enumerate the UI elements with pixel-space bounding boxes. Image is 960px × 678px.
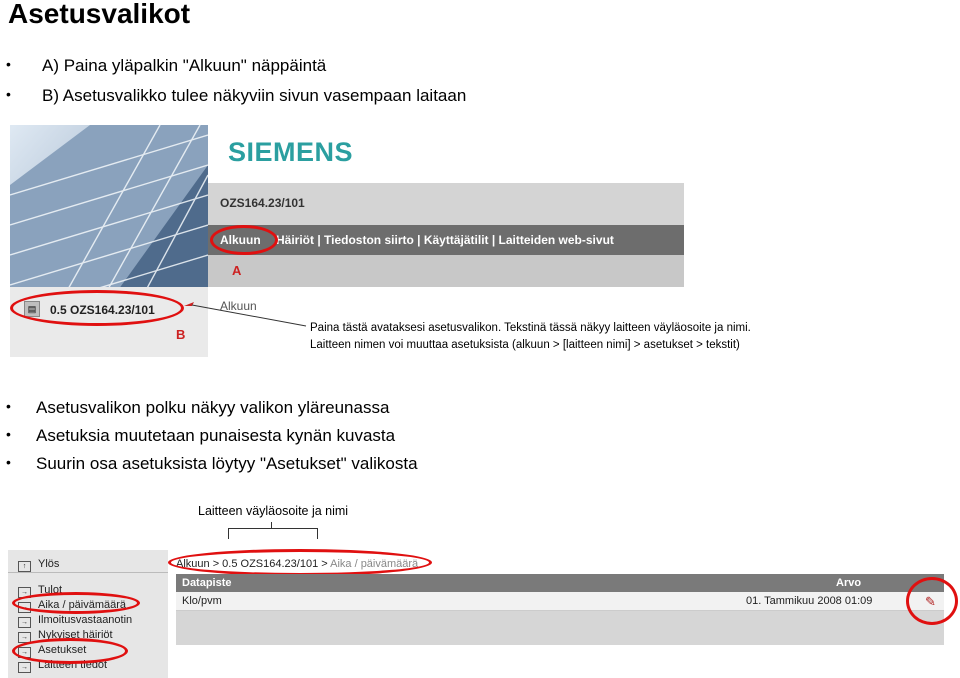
menu-arrow-icon: → (18, 647, 31, 658)
arrow-pointer (180, 300, 310, 330)
row-value: 01. Tammikuu 2008 01:09 (746, 595, 873, 607)
menu-item-inputs[interactable]: → Tulot (18, 584, 62, 598)
menu-item-settings[interactable]: → Asetukset (18, 644, 86, 658)
folder-up-icon: ↑ (18, 561, 31, 572)
bullet-text: Asetusvalikon polku näkyy valikon yläreunassa (36, 398, 390, 417)
nav-home-button[interactable]: Alkuun (220, 233, 261, 247)
path-text: Alkuun > 0.5 OZS164.23/101 > (176, 558, 331, 570)
bullet-text: B) Asetusvalikko tulee näkyviin sivun vasempaan laitaan (42, 86, 467, 105)
path-current: Aika / päivämäärä (330, 558, 419, 570)
siemens-logo: SIEMENS (228, 137, 354, 167)
content-band (208, 255, 684, 287)
table-footer (176, 611, 944, 645)
bullet-text: Asetuksia muutetaan punaisesta kynän kuvasta (36, 426, 396, 445)
menu-item-notification[interactable]: → Ilmoitusvastaanotin (18, 614, 132, 628)
note-text (310, 320, 751, 354)
highlight-ellipse-b (10, 290, 184, 326)
home-crumb: Alkuun (220, 299, 257, 313)
col-datapoint: Datapiste (182, 577, 232, 589)
label-b: B (176, 327, 186, 342)
menu-arrow-icon: → (18, 602, 31, 613)
menu-arrow-icon: → (18, 662, 31, 673)
bracket (228, 528, 318, 539)
bullet-dot: • (6, 454, 11, 470)
device-label: Laitteen väyläosoite ja nimi (198, 504, 349, 518)
note-line: Paina tästä avataksesi asetusvalikon. Tekstinä tässä näkyy laitteen väyläosoite ja nimi. (310, 322, 751, 334)
device-address: OZS164.23/101 (220, 196, 305, 210)
menu-divider (8, 572, 168, 573)
highlight-ellipse-pen (906, 577, 958, 625)
page-title: Asetusvalikot (8, 0, 191, 29)
bullet-dot: • (6, 56, 11, 72)
highlight-ellipse-settings (12, 638, 128, 664)
highlight-ellipse-path (168, 549, 432, 576)
row-label: Klo/pvm (182, 595, 222, 607)
table-header (176, 574, 944, 592)
highlight-ellipse-time (12, 592, 140, 614)
folder-icon: ▤ (24, 301, 40, 317)
col-value: Arvo (836, 577, 862, 589)
device-header-bar (208, 183, 684, 225)
nav-links[interactable]: Häiriöt | Tiedoston siirto | Käyttäjätilit | Laitteiden web-sivut (276, 233, 614, 247)
bullet-text: A) Paina yläpalkin "Alkuun" näppäintä (42, 56, 327, 75)
menu-item-current-faults[interactable]: → Nykyiset häiriöt (18, 629, 113, 643)
settings-menu (8, 550, 168, 678)
menu-item-time-date[interactable]: → Aika / päivämäärä (18, 599, 126, 613)
menu-arrow-icon: → (18, 587, 31, 598)
note-line: Laitteen nimen voi muuttaa asetuksista (alkuun > [laitteen nimi] > asetukset > tekstit) (310, 339, 740, 351)
edit-pencil-icon[interactable]: ✎ (925, 594, 936, 609)
menu-arrow-icon: → (18, 617, 31, 628)
label-a: A (232, 263, 242, 278)
menu-item-device-info[interactable]: → Laitteen tiedot (18, 659, 107, 673)
menu-arrow-icon: → (18, 632, 31, 643)
bullet-dot: • (6, 426, 11, 442)
bracket-tick (271, 522, 272, 528)
device-crumb: 0.5 OZS164.23/101 (50, 303, 155, 317)
table-row (176, 592, 944, 611)
bullet-text: Suurin osa asetuksista löytyy "Asetukset" valikosta (36, 454, 418, 473)
highlight-ellipse-a (210, 225, 278, 255)
menu-item-up[interactable]: ↑ Ylös (18, 558, 59, 572)
bullet-dot: • (6, 86, 11, 102)
bullet-dot: • (6, 398, 11, 414)
top-nav-bar (208, 225, 684, 255)
